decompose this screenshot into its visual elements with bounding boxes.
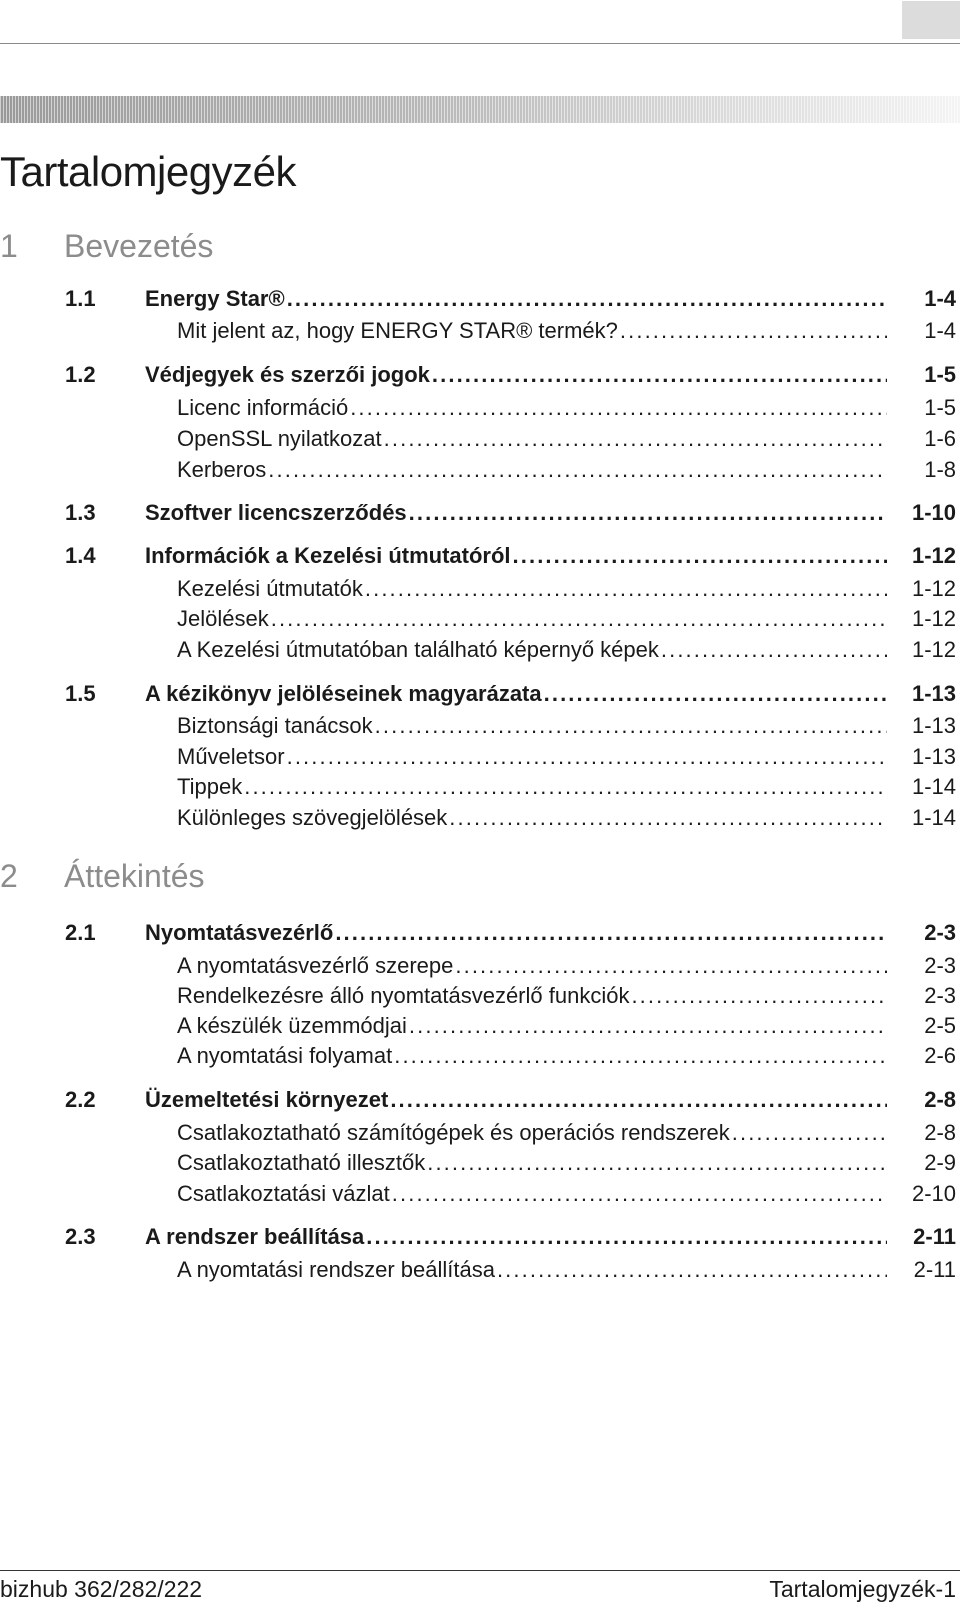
toc-item-row[interactable]: [0, 982, 960, 1010]
footer-rule: [0, 1570, 960, 1571]
dot-leader: [455, 952, 887, 980]
footer-page-number: Tartalomjegyzék-1: [769, 1576, 956, 1602]
dot-leader: [287, 743, 887, 771]
page-number: 1-13: [911, 713, 956, 738]
item-title: OpenSSL nyilatkozat: [177, 426, 382, 451]
page-number: 2-3: [924, 920, 956, 945]
dot-leader: [732, 1119, 887, 1147]
toc-entry: [177, 636, 887, 664]
dot-leader: [409, 1012, 887, 1040]
page-number: 1-12: [911, 606, 956, 631]
toc-entry: [177, 1042, 887, 1070]
page-number: 2-5: [924, 1013, 956, 1038]
item-title: A Kezelési útmutatóban található képernyő képek: [177, 637, 659, 662]
toc-item-row[interactable]: [0, 1042, 960, 1070]
toc-item-row[interactable]: [0, 605, 960, 633]
section-title: Szoftver licencszerződés: [145, 500, 407, 525]
dot-leader: [244, 773, 887, 801]
dot-leader: [432, 361, 887, 389]
toc-entry: [177, 804, 887, 832]
page-number: 2-11: [913, 1257, 956, 1282]
section-title: Védjegyek és szerzői jogok: [145, 362, 430, 387]
page-number: 1-5: [924, 395, 956, 420]
page-number: 1-13: [911, 744, 956, 769]
toc-entry: [177, 1180, 887, 1208]
page-number: 2-8: [924, 1120, 956, 1145]
toc-item-row[interactable]: [0, 773, 960, 801]
item-title: Csatlakoztatható számítógépek és operációs rendszerek: [177, 1120, 730, 1145]
toc-entry: [177, 1256, 887, 1284]
toc-section-row[interactable]: [0, 1086, 960, 1114]
dot-leader: [268, 456, 887, 484]
page-number: 2-3: [924, 953, 956, 978]
item-title: Rendelkezésre álló nyomtatásvezérlő funkciók: [177, 983, 630, 1008]
toc-entry: [145, 361, 887, 389]
page-title: Tartalomjegyzék: [0, 148, 296, 195]
toc-item-row[interactable]: [0, 1180, 960, 1208]
dot-leader: [409, 499, 887, 527]
page-number: 1-10: [911, 500, 956, 525]
chapter-title: Bevezetés: [64, 228, 214, 264]
page-number: 1-12: [911, 576, 956, 601]
section-number: 2.1: [65, 920, 96, 945]
toc-section-row[interactable]: [0, 499, 960, 527]
toc-item-row[interactable]: [0, 1012, 960, 1040]
section-title: Üzemeltetési környezet: [145, 1087, 389, 1112]
item-title: Műveletsor: [177, 744, 285, 769]
toc-item-row[interactable]: [0, 1119, 960, 1147]
toc-entry: [145, 542, 887, 570]
dot-leader: [427, 1149, 887, 1177]
toc-section-row[interactable]: [0, 285, 960, 313]
section-number: 1.4: [65, 543, 96, 568]
item-title: Biztonsági tanácsok: [177, 713, 373, 738]
page-number: 1-12: [911, 637, 956, 662]
item-title: Különleges szövegjelölések: [177, 805, 448, 830]
toc-item-row[interactable]: [0, 575, 960, 603]
section-number: 1.5: [65, 681, 96, 706]
toc-item-row[interactable]: [0, 317, 960, 345]
page-number: 2-3: [924, 983, 956, 1008]
corner-tab: [902, 1, 960, 39]
chapter-number: 1: [0, 228, 18, 264]
toc-entry: [177, 773, 887, 801]
toc-entry: [177, 712, 887, 740]
page-number: 2-11: [913, 1224, 956, 1249]
page-number: 1-13: [911, 681, 956, 706]
toc-entry: [177, 425, 887, 453]
dot-leader: [366, 1223, 887, 1251]
toc-item-row[interactable]: [0, 394, 960, 422]
top-rule: [0, 43, 960, 44]
section-number: 1.1: [65, 286, 96, 311]
page-number: 1-14: [911, 774, 956, 799]
dot-leader: [544, 680, 887, 708]
toc-item-row[interactable]: [0, 456, 960, 484]
dot-leader: [497, 1256, 887, 1284]
dot-leader: [631, 982, 887, 1010]
page-number: 1-8: [924, 457, 956, 482]
dot-leader: [350, 394, 887, 422]
section-title: A kézikönyv jelöléseinek magyarázata: [145, 681, 542, 706]
page-number: 2-6: [924, 1043, 956, 1068]
footer-product-name: bizhub 362/282/222: [0, 1576, 203, 1602]
toc-section-row[interactable]: [0, 1223, 960, 1251]
section-number: 1.2: [65, 362, 96, 387]
header-banner: [0, 96, 960, 123]
item-title: Licenc információ: [177, 395, 349, 420]
toc-entry: [177, 1149, 887, 1177]
toc-item-row[interactable]: [0, 1149, 960, 1177]
item-title: Kezelési útmutatók: [177, 576, 363, 601]
dot-leader: [620, 317, 887, 345]
item-title: Tippek: [177, 774, 243, 799]
dot-leader: [392, 1180, 887, 1208]
dot-leader: [390, 1086, 887, 1114]
toc-entry: [177, 743, 887, 771]
dot-leader: [394, 1042, 887, 1070]
page-number: 1-4: [924, 318, 956, 343]
toc-section-row[interactable]: [0, 542, 960, 570]
toc-section-row[interactable]: [0, 361, 960, 389]
page-number: 2-9: [924, 1150, 956, 1175]
toc-entry: [145, 1223, 887, 1251]
toc-entry: [177, 1012, 887, 1040]
section-title: A rendszer beállítása: [145, 1224, 365, 1249]
toc-section-row[interactable]: [0, 680, 960, 708]
section-title: Információk a Kezelési útmutatóról: [145, 543, 511, 568]
page-number: 1-4: [924, 286, 956, 311]
toc-entry: [177, 982, 887, 1010]
toc-item-row[interactable]: [0, 425, 960, 453]
toc-item-row[interactable]: [0, 1256, 960, 1284]
toc-entry: [145, 919, 887, 947]
dot-leader: [365, 575, 887, 603]
page-number: 1-5: [924, 362, 956, 387]
item-title: A nyomtatási rendszer beállítása: [177, 1257, 495, 1282]
toc-entry: [145, 285, 887, 313]
toc-item-row[interactable]: [0, 804, 960, 832]
section-title: Nyomtatásvezérlő: [145, 920, 334, 945]
toc-entry: [145, 499, 887, 527]
item-title: Csatlakoztatható illesztők: [177, 1150, 426, 1175]
item-title: A nyomtatási folyamat: [177, 1043, 393, 1068]
page-number: 1-14: [911, 805, 956, 830]
chapter-title: Áttekintés: [64, 858, 205, 894]
toc-item-row[interactable]: [0, 636, 960, 664]
item-title: A készülék üzemmódjai: [177, 1013, 407, 1038]
toc-entry: [177, 1119, 887, 1147]
section-number: 1.3: [65, 500, 96, 525]
toc-item-row[interactable]: [0, 952, 960, 980]
page-number: 1-6: [924, 426, 956, 451]
dot-leader: [335, 919, 887, 947]
toc-entry: [145, 1086, 887, 1114]
dot-leader: [375, 712, 887, 740]
page-number: 2-10: [911, 1181, 956, 1206]
dot-leader: [287, 285, 887, 313]
dot-leader: [384, 425, 887, 453]
item-title: Kerberos: [177, 457, 267, 482]
section-number: 2.3: [65, 1224, 96, 1249]
dot-leader: [271, 605, 887, 633]
section-number: 2.2: [65, 1087, 96, 1112]
toc-item-row[interactable]: [0, 712, 960, 740]
page-number: 1-12: [911, 543, 956, 568]
page-number: 2-8: [924, 1087, 956, 1112]
toc-entry: [177, 952, 887, 980]
toc-entry: [145, 680, 887, 708]
dot-leader: [661, 636, 887, 664]
item-title: Csatlakoztatási vázlat: [177, 1181, 390, 1206]
toc-entry: [177, 317, 887, 345]
chapter-number: 2: [0, 858, 18, 894]
toc-entry: [177, 605, 887, 633]
toc-entry: [177, 456, 887, 484]
toc-entry: [177, 575, 887, 603]
toc-entry: [177, 394, 887, 422]
dot-leader: [513, 542, 887, 570]
toc-section-row[interactable]: [0, 919, 960, 947]
dot-leader: [449, 804, 887, 832]
item-title: Mit jelent az, hogy ENERGY STAR® termék?: [177, 318, 618, 343]
toc-item-row[interactable]: [0, 743, 960, 771]
item-title: A nyomtatásvezérlő szerepe: [177, 953, 454, 978]
item-title: Jelölések: [177, 606, 269, 631]
section-title: Energy Star®: [145, 286, 285, 311]
